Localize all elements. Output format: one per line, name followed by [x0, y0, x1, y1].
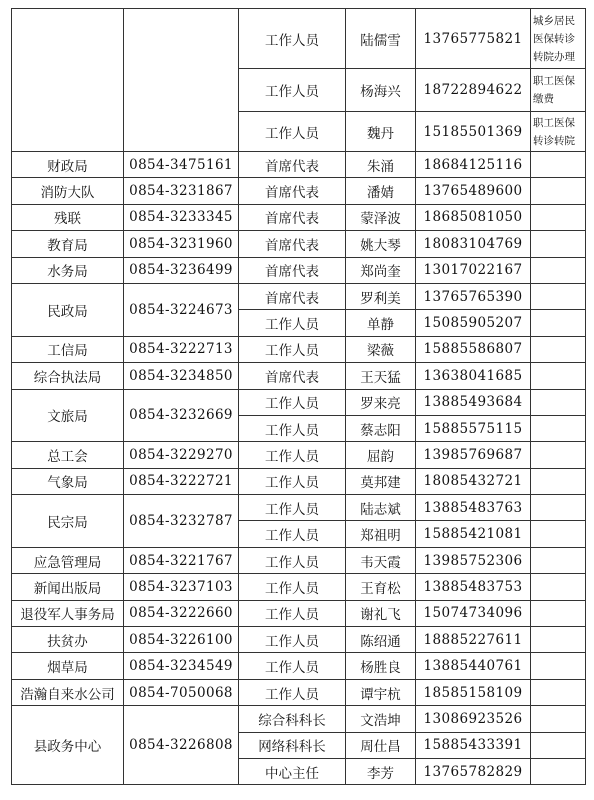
table-row — [12, 679, 586, 705]
office-phone-cell: 0854-3236499 — [124, 257, 239, 283]
role-cell: 首席代表 — [239, 363, 346, 389]
unit-name-cell: 气象局 — [12, 468, 124, 494]
office-phone-cell: 0854-3222660 — [124, 600, 239, 626]
person-name-cell: 陆儒雪 — [346, 9, 416, 69]
note-cell — [531, 310, 586, 336]
person-name-cell: 罗利美 — [346, 283, 416, 309]
note-cell: 城乡居民医保转诊转院办理 — [531, 9, 586, 69]
mobile-phone-cell: 15085905207 — [416, 310, 531, 336]
note-cell — [531, 336, 586, 362]
unit-name-cell: 综合执法局 — [12, 363, 124, 389]
role-cell: 首席代表 — [239, 283, 346, 309]
note-cell — [531, 257, 586, 283]
table-row — [12, 547, 586, 573]
mobile-phone-cell: 13765765390 — [416, 283, 531, 309]
role-cell: 工作人员 — [239, 310, 346, 336]
person-name-cell: 朱涌 — [346, 152, 416, 178]
person-name-cell: 文浩坤 — [346, 706, 416, 732]
role-cell: 中心主任 — [239, 758, 346, 784]
table-row — [12, 204, 586, 230]
role-cell: 工作人员 — [239, 112, 346, 152]
table-row — [12, 178, 586, 204]
unit-name-cell: 总工会 — [12, 442, 124, 468]
person-name-cell: 陈绍通 — [346, 627, 416, 653]
table-row — [12, 363, 586, 389]
note-cell — [531, 574, 586, 600]
note-cell: 职工医保缴费 — [531, 69, 586, 112]
person-name-cell: 郑祖明 — [346, 521, 416, 547]
mobile-phone-cell: 15885421081 — [416, 521, 531, 547]
table-row — [12, 389, 586, 415]
unit-name-cell: 文旅局 — [12, 389, 124, 442]
role-cell: 工作人员 — [239, 574, 346, 600]
note-cell: 职工医保转诊转院 — [531, 112, 586, 152]
mobile-phone-cell: 15185501369 — [416, 112, 531, 152]
unit-name-cell: 工信局 — [12, 336, 124, 362]
role-cell: 工作人员 — [239, 442, 346, 468]
office-phone-cell: 0854-3222721 — [124, 468, 239, 494]
person-name-cell: 郑尚奎 — [346, 257, 416, 283]
mobile-phone-cell: 13985769687 — [416, 442, 531, 468]
unit-name-cell: 新闻出版局 — [12, 574, 124, 600]
note-cell — [531, 152, 586, 178]
unit-name-cell: 水务局 — [12, 257, 124, 283]
role-cell: 首席代表 — [239, 204, 346, 230]
mobile-phone-cell: 18885227611 — [416, 627, 531, 653]
person-name-cell: 陆志斌 — [346, 495, 416, 521]
mobile-phone-cell: 18585158109 — [416, 679, 531, 705]
mobile-phone-cell: 15885433391 — [416, 732, 531, 758]
note-cell — [531, 679, 586, 705]
unit-name-cell: 消防大队 — [12, 178, 124, 204]
unit-name-cell: 扶贫办 — [12, 627, 124, 653]
unit-name-cell: 应急管理局 — [12, 547, 124, 573]
unit-name-cell: 教育局 — [12, 231, 124, 257]
note-cell — [531, 283, 586, 309]
table-row — [12, 706, 586, 732]
note-cell — [531, 495, 586, 521]
mobile-phone-cell: 13985752306 — [416, 547, 531, 573]
person-name-cell: 杨海兴 — [346, 69, 416, 112]
person-name-cell: 梁薇 — [346, 336, 416, 362]
person-name-cell: 魏丹 — [346, 112, 416, 152]
table-row — [12, 574, 586, 600]
mobile-phone-cell: 15074734096 — [416, 600, 531, 626]
role-cell: 首席代表 — [239, 257, 346, 283]
person-name-cell: 罗来亮 — [346, 389, 416, 415]
table-row — [12, 468, 586, 494]
office-phone-cell: 0854-3475161 — [124, 152, 239, 178]
mobile-phone-cell: 13885483753 — [416, 574, 531, 600]
mobile-phone-cell: 13885493684 — [416, 389, 531, 415]
role-cell: 工作人员 — [239, 389, 346, 415]
note-cell — [531, 758, 586, 784]
person-name-cell: 王天猛 — [346, 363, 416, 389]
unit-name-cell: 浩瀚自来水公司 — [12, 679, 124, 705]
role-cell: 工作人员 — [239, 600, 346, 626]
office-phone-cell: 0854-3231867 — [124, 178, 239, 204]
note-cell — [531, 442, 586, 468]
note-cell — [531, 178, 586, 204]
mobile-phone-cell: 15885586807 — [416, 336, 531, 362]
role-cell: 首席代表 — [239, 178, 346, 204]
office-phone-cell: 0854-3234850 — [124, 363, 239, 389]
mobile-phone-cell: 15885575115 — [416, 415, 531, 441]
mobile-phone-cell: 13765775821 — [416, 9, 531, 69]
office-phone-cell: 0854-3222713 — [124, 336, 239, 362]
role-cell: 工作人员 — [239, 547, 346, 573]
note-cell — [531, 231, 586, 257]
contact-table-body — [12, 9, 586, 785]
person-name-cell: 周仕昌 — [346, 732, 416, 758]
unit-name-cell: 退役军人事务局 — [12, 600, 124, 626]
mobile-phone-cell: 18083104769 — [416, 231, 531, 257]
office-phone-cell: 0854-3231960 — [124, 231, 239, 257]
role-cell: 综合科科长 — [239, 706, 346, 732]
role-cell: 工作人员 — [239, 468, 346, 494]
person-name-cell: 王育松 — [346, 574, 416, 600]
office-phone-cell — [124, 9, 239, 152]
office-phone-cell: 0854-3233345 — [124, 204, 239, 230]
person-name-cell: 莫邦建 — [346, 468, 416, 494]
role-cell: 工作人员 — [239, 653, 346, 679]
note-cell — [531, 468, 586, 494]
mobile-phone-cell: 13017022167 — [416, 257, 531, 283]
role-cell: 工作人员 — [239, 679, 346, 705]
office-phone-cell: 0854-3232669 — [124, 389, 239, 442]
office-phone-cell: 0854-3226100 — [124, 627, 239, 653]
unit-name-cell — [12, 9, 124, 152]
note-cell — [531, 415, 586, 441]
person-name-cell: 谢礼飞 — [346, 600, 416, 626]
unit-name-cell: 财政局 — [12, 152, 124, 178]
office-phone-cell: 0854-7050068 — [124, 679, 239, 705]
role-cell: 工作人员 — [239, 495, 346, 521]
table-row — [12, 627, 586, 653]
mobile-phone-cell: 13885483763 — [416, 495, 531, 521]
table-row — [12, 283, 586, 309]
person-name-cell: 蔡志阳 — [346, 415, 416, 441]
role-cell: 工作人员 — [239, 415, 346, 441]
role-cell: 工作人员 — [239, 521, 346, 547]
person-name-cell: 姚大琴 — [346, 231, 416, 257]
table-row — [12, 336, 586, 362]
office-phone-cell: 0854-3232787 — [124, 495, 239, 548]
table-row — [12, 442, 586, 468]
table-row — [12, 152, 586, 178]
mobile-phone-cell: 18684125116 — [416, 152, 531, 178]
note-cell — [531, 627, 586, 653]
role-cell: 工作人员 — [239, 69, 346, 112]
office-phone-cell: 0854-3226808 — [124, 706, 239, 785]
person-name-cell: 李芳 — [346, 758, 416, 784]
mobile-phone-cell: 13086923526 — [416, 706, 531, 732]
unit-name-cell: 残联 — [12, 204, 124, 230]
note-cell — [531, 547, 586, 573]
office-phone-cell: 0854-3221767 — [124, 547, 239, 573]
office-phone-cell: 0854-3237103 — [124, 574, 239, 600]
table-row — [12, 257, 586, 283]
unit-name-cell: 民宗局 — [12, 495, 124, 548]
note-cell — [531, 706, 586, 732]
person-name-cell: 潘婧 — [346, 178, 416, 204]
person-name-cell: 韦天霞 — [346, 547, 416, 573]
note-cell — [531, 732, 586, 758]
office-phone-cell: 0854-3229270 — [124, 442, 239, 468]
unit-name-cell: 烟草局 — [12, 653, 124, 679]
person-name-cell: 蒙泽波 — [346, 204, 416, 230]
office-phone-cell: 0854-3224673 — [124, 283, 239, 336]
note-cell — [531, 600, 586, 626]
table-row — [12, 600, 586, 626]
table-row — [12, 495, 586, 521]
note-cell — [531, 653, 586, 679]
note-cell — [531, 204, 586, 230]
mobile-phone-cell: 18085432721 — [416, 468, 531, 494]
table-row — [12, 653, 586, 679]
unit-name-cell: 民政局 — [12, 283, 124, 336]
table-row — [12, 231, 586, 257]
mobile-phone-cell: 13765489600 — [416, 178, 531, 204]
office-phone-cell: 0854-3234549 — [124, 653, 239, 679]
contact-table — [11, 8, 586, 785]
role-cell: 首席代表 — [239, 231, 346, 257]
note-cell — [531, 389, 586, 415]
person-name-cell: 谭宇杭 — [346, 679, 416, 705]
person-name-cell: 单静 — [346, 310, 416, 336]
role-cell: 工作人员 — [239, 627, 346, 653]
mobile-phone-cell: 18722894622 — [416, 69, 531, 112]
role-cell: 网络科科长 — [239, 732, 346, 758]
table-row — [12, 9, 586, 69]
mobile-phone-cell: 13885440761 — [416, 653, 531, 679]
mobile-phone-cell: 13638041685 — [416, 363, 531, 389]
unit-name-cell: 县政务中心 — [12, 706, 124, 785]
mobile-phone-cell: 13765782829 — [416, 758, 531, 784]
role-cell: 工作人员 — [239, 336, 346, 362]
role-cell: 工作人员 — [239, 9, 346, 69]
role-cell: 首席代表 — [239, 152, 346, 178]
person-name-cell: 屈韵 — [346, 442, 416, 468]
note-cell — [531, 363, 586, 389]
mobile-phone-cell: 18685081050 — [416, 204, 531, 230]
note-cell — [531, 521, 586, 547]
person-name-cell: 杨胜良 — [346, 653, 416, 679]
